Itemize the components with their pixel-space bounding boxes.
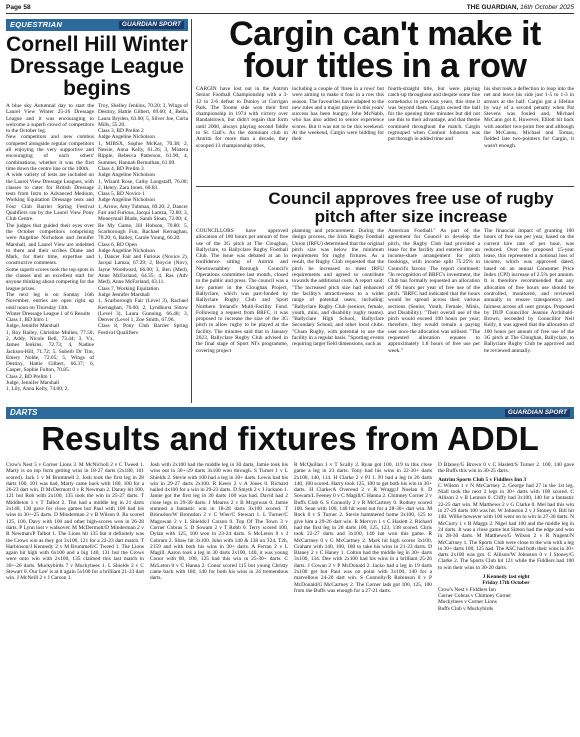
fixtures-title: J Kennedy last eight <box>482 574 530 581</box>
guardian-sport-logo: GUARDIAN SPORT <box>505 409 570 417</box>
council-headline: Council approves free use of rugby pitch after size increase <box>268 189 554 226</box>
guardian-sport-logo: GUARDIAN SPORT <box>119 21 184 29</box>
page-number: Page 58 <box>6 4 31 12</box>
council-column-3: American Football." As part of the agreement for Council to develop the pitch, the Rugby Club had provided a lease for the facility and entered into an income-share arrangement for pitch bookings, with income split 75:25% in Council's favour. The report continued: "In recognition of BRFC's investment, the Club has formally requested an allocation of 90 hours per year of free use of the pitch. "BRFC had indicated that the hours would be spread across their various sections (Senior, Youth, Female, Minis, and Disability). "Their overall use of the pitch would exceed 100 hours per year; therefore, they would remain a paying user once the allocation was utilised. "The requested allocation equates to approximately 1.8 hours of free use per week." <box>388 228 480 354</box>
equestrian-column-1: A blue sky Autumnal day to start the Laurel View Winter 25-26 Dressage League and it was encouraging to welcome a superb crowd of competitors to the October leg. New competitors and new combos competed alongside regular competitors all enjoying the very supportive and encouraging of each others' combinations, whether it was the first time down the centre line or the 100th. A wide variety of tests are included on the Laurel View Dressage Leagues, with classes to cater for British Dressage tests from Intro to Advanced Medium, Working Equitation Dressage tests and Four Club Barrier Spring Festival Qualifiers ran by the Laurel View Pony Club Centre. The judges that guided their eyes over the October competitors comprising were Angeline Nicholson and Jennifer Marshall, and Laurel View are indebted to them and their scribes Diane and Mark, for their time, expertise and constructive comments. Some superb scores took the top spots in the classes and an excellent start for anyone thinking about competing for the league prizes. The next leg is on Sunday 16th November, entries are open right up until noon on Thursday 13th. Winter Dressage League 1 of 6 Results Class 1, BD Intro 1 Judge, Jennifer Marshall 1, Roy Bailey, Christine Mullen, 77.50; 2, Addy, Nicole Bell, 73.44; 3, Vx, James Jenkins, 72.73; 4, Nadine Jackson-Hill, 71.72; 5, Suberb Dr Tim, Emery Noble, 72.05; 5, Wings of Destiny, Hattie Gilbert, 66.37; 6, Casper, Sophie Fulton, 70.85. Class 2, BD Prelim 1 Judge, Jennifer Marshall 1, Lily, Anna Kelly, 74.00; 2, <box>6 103 94 393</box>
equestrian-column-2: Troy, Shelley Jenkins, 70.20; 3, Wings of Destiny, Hattie Gilbert, 69.60; 4, Bella, Laura Bryden, 63.00; 5, Silver Joe, Corla Mills, 55.20. Class 3, BD Prelim 2 Judge Angeline Nicholson 1, MJBSX, Sophie McKay, 70.38; 2, Nessie, Anna Kelly, 61.26; 3, Mistera Ripple, Rebecca Patterson, 61.90; 4, Summer, Hannah Bernuthan, 61.09. Class 4, BD Prelim 3 Judge Angeline Nicholson 1, Wizard Rose, Cathy Longstaff, 76.00; 2, Henry, Zara Jones, 60.83. Class 5, BD Novice 1 Judge Angeline Nicholson 1, Arrow, Amy Tubman, 69.20; 2, Dancer Fair and Furious, Jacqui Lamza, 72.80; 3, Moneymail Blade, Sarah Sloan, 72.00; 4, Be My Game, Jill Hobson, 70.80; 5, Scarborough Fun, Rachael Kernaghan, 70.20; 6, Bailey, Carole Young, 66.20. Class 6, BD Open Judge Angeline Nicholson 1, Dancer Fair and Furious (Novice 2), Jacqui Lamza, 67.29; 2, Boycie (Nov), Jayne Woodward, 66.00; 3, Ben (Med), Anne McFarland, 64.35; 4, Ras (Adv Med), Anne McFarland, 63.11. Class 7, Working Equitation Judge Jennifer Marshall 1, Scarborough Fair (Level 3), Rachael Kernaghan, 76.00; 2, Lyndhurst Sinow (Level 3), Laura Gunning, 66.48; 3, Denver (Level 1, Zoe Smith, 67.96. Class 8, Pony Club Barrier Spring Festival Qualifiers <box>98 103 188 336</box>
section-label: EQUESTRIAN <box>10 19 63 29</box>
section-label: DARTS <box>10 407 38 417</box>
darts-section-bar <box>6 407 574 419</box>
council-column-2: planning and procurement. During the design process, the Irish Rugby Football Union (IRFU) determined that the original pitch size was below the minimum requirement for rugby fixtures. As a result, the Rugby Club requested that the pitch be increased to meet IRFU requirements and agreed to contribute towards the additional costs. A report said: "The increased pitch size had enhanced the facility's attractiveness to a wider range of potential users, including: "Ballyclare Rugby Club (seniors, female, youth, mini, and disability rugby teams). "Ballyclare High School, Ballyclare Secondary School, and other local clubs. "Cluan Rugby, with potential to use the facility in a regular basis. "Sporting events requiring larger field dimensions, such as <box>292 228 384 348</box>
fixture-item: Muckybees v Corner Lions <box>438 599 497 606</box>
cargin-headline: Cargin can't make it four titles in a row <box>229 15 541 85</box>
column-rule <box>191 19 192 403</box>
darts-headline: Results and fixtures from ADDL <box>41 420 539 457</box>
darts-column-1: Crow's Nest 5 v Corner Lions 3. M McNicholl 2 v C Tweed 1. Marty is on top form getting wins in 18-27 darts (2x180, 101 scored). Jack 1 v M Brummell 2. Josh took the first leg in 28 darts 100, 101 was had, Marty came back with 180, 100 for a 26-23 dart win. D McDermott 0 v R Newman 2. Danny hit 100, 121 but Rob with 2x100, 135 took the win in 25-27 darts. T Middleton 1 v T Talbot 2. Tim had a middle leg in 21 darts 2x140, 130 gave for close games but Paul with 100 had his wins in 30+-25 darts. D Minderman 2 v B Wilson 0. Ru scored 125, 100, Davy with 100 and other high-scores won in 26-28 darts. P Lynn lost v walkover. M McDermott/D Minderman 2 v R Newman/P Talbot 1. The Lions hit 135 but it definitely was the Crows win as they got 3x100, 121 for a 22-23 dart match. T Harbinson/J Kennedy 2 v M Brummell/C Tweed 1. The Lions again hit high with 6x100 and a big 140, 131 but the Crows were onto win with 2x100, 135 claimed this last match in 30+-26 darts. Muckybirds 7 v Muckybees 1. L Shields 2 v C Stewart 0. Our Lee' is at it again 5x100 for a brilliant 21-23 dart win. J McNeill 2 v J Carson 1. <box>6 462 144 582</box>
darts-column-4: D Blaney/G Brown 0 v C Haslett/S Turner 2. 100, 140 gave the Buffs this win in 30-25 darts. Antrim Sports Club 5 v Fiddlers Inn 3 C Wilson 1 v N McCartney 2. George had 27 in the 1st leg. Niall took the next 2 legs in 30+ darts with 100 scored. C Allison 2 v B Lennon 0. Cliffy had 3x100, 140 for a fantastic 22-25 dart win. M Matthews 2 v G Clarke 0. Mel had this win in 27-29 darts 100 was hit. W Johnston 2 v J Stoney 0. Bill hit 140. Willie however with 100 went on to win in 27-30 darts. N McCurry 1 v R Maggs 2. Nigel had 100 and the middle leg in 24 darts. It was a close game but Simon had the edge and won in 28-30 darts. M Matthews/G Wilson 2 v R Nugent/N McCartney 1. The Sports Club were close to the win with a leg in 30+ darts 100, 125 had. The ASC had both their wins in 30+ darts 2x100 was got. C Allison/W Johnston 0 v J Stoney/G Clarke 2. The Sports Club hit 121 while the Fiddlers had 100 to win their wins in 30-20 darts. J Kennedy last eight Friday 17th October Crow's Nest v Fiddlers Inn Corner Cobras v Chimney Corner Muckybees v Corner Lions Buffs Club v Muckybirds <box>438 462 574 612</box>
darts-column-3: R McQuillan 1 v T Scally 2. Ryan got 100, 119 in this close game a leg in 23 darts. Tony had his wins in 22-30+ darts 2x100, 140, 114. H Clarke 2 v PJ 1. PJ had a leg in 26 darts 140, 100 scored. Harry took 125, 100 to get both his win in 30+ darts. H Clarke/A Overend 2 v R Wragg/J Noelan 0. D Sowam/L Feeney 0 v C Magill/C Hanna 2. Chimney Corner 2 v Buffs Club 6. S Connolly 2 v R McCartney 0. Rodney scored 100. Sean with 100, 140 hit went out for a 28-30+ dart win. M Rock 0 v S Turner 2. Stevie hammered home 3x100, 125 to give him a 29-26 dart win. R Mervyn 1 v C Haslett 2. Richard had the first leg in 28 darts 100, 125, 123, 138 scored. Chris took 22-27 darts and 3x100, 140 hat won this game. R McCartney 0 v G McCartney 2. Mark hit high scores 3x100, Graham with 140, 100, 180 to take his wins in 21-23 darts. D Blaney 2 v C Haney 1. Colton had the middle leg in 30+ darts 3x100, 134. Dee with 2x100 had his wins in a brilliant 25-26 darts. J Cowan 2 v P McDonald 2. Jacko had a leg in 19 darts 2x100 get but Paul was on point with 3x100, 140 for a marvellous 24-20 dart win. S Connolly/R Robinson 0 v P McDonald/G McCartney 2. The Corner lads got 100, 125, 100 from the Buffs was enough for a 27-21 darts. <box>294 462 432 594</box>
cargin-column-4: his shot took a deflection to loop into the net and leave his side just 1-5 to 1-3 in arrears at the half. Cargin got a lifeline by way of a second penalty when Pat Stevens was fouled and, Michael McCann got it. However, Elliott hit back with another two-point free and although the McCanns, Michael and Tomas, fielded late two-pointers for Cargin, it wasn't enough. <box>484 86 574 149</box>
cargin-column-1: CARGIN have lost out in the Antrim Senior Football Championship with a 3-12 to 2-6 defeat to Dunloy at Corrigan Park. The Toome side won their first championship in 1974 with victory over Randalstown, but didn't regain that form until 2000, always playing second fiddle to St. Gall's. As the dominant club in Antrim for more than a decade, they scooped 13 championship titles, <box>196 86 288 149</box>
fixture-item: Crow's Nest v Fiddlers Inn <box>438 586 496 593</box>
page-folio <box>6 4 574 14</box>
fixtures-box <box>438 574 574 612</box>
darts-match-heading: Antrim Sports Club 5 v Fiddlers Inn 3 <box>438 476 527 483</box>
council-column-1: COUNCILLORS have approved allocation of 100 hours per annum of free use of the 3G pitch at The Cloughan, Ballyclare, to Ballyclare Rugby Football Club. The issue was debated at an in confidence sitting of Antrim and Newtownabbey Borough Council's Operations committee last month, closed to the public and press. The council was a key partner in the Cloughan Project, Ballyclare, which was part-funded by Ballyclare Rugby Club and Sport Northern Ireland's Multi-Facility Fund. Following a request from BRFC, it was proposed to increase the size of the 3G pitch to allow rugby to be played at the facility. The minutes said that in January 2023, Ballyclare Rugby Club advised in the final stage of Sport NI's programme, covering project <box>196 228 288 354</box>
cargin-column-3: fourth-straight title, but were playing catch-up throughout and despite some fine comebacks in previous years, this time it was beyond them. Cargin owned the ball for the opening three minutes but did not use this to their advantage, and that theme continued throughout the match. Cargin regrouped when Conhuir Johnston was put through in added time and <box>388 86 480 143</box>
council-column-4: The financial impact of granting 100 hours of free use per year, based on the current hire rate of per hour, was reduced. Over the proposed 15-year lease, this represented a notional loss of income, which was approved dated, based on an annual Consumer Price Index (CPI) increase of 2.5% per annum. It is therefore recommended that any allocation of free hours use should be controlled, monitored, and reviewed annually to ensure transparency and fairness across all user groups. Proposed by DUP Councillor Jeannie Archibald-Brown, seconded by Councillor Neil Kelly, it was agreed that the allocation of 100 hours per annum of free use of the 3G pitch at The Cloughan, Ballyclare, to Ballyclare Rugby Club be approved and be reviewed annually. <box>484 228 574 354</box>
darts-column-2: Josh with 2x100 had the middle leg in 30 darts, Jamie took his wins out in 30+-29 darts 3x100 won through. S Turner 1 v L Shields 2. Stevie with 100 had a leg in 30+ darts. Lewis had his win in 29-27 darts 2x100. R Keers 2 v A Jones 0. Richard nailed 4x100 for a win in 29-23 darts. D Smyth 2 v J Jackson 1. Jamie got the first leg in 30 darts 100 was had. David had 2 close legs in 29-30 darts. J Mearns 2 v B Mcgowan 0. Jamie stunned a fantastic win in 18-28 darts 3x100 scored. T Bronsdon/W Bronsdon 2 v C Wier/C Stewart 1. L Turner/C Magowan 2 v L Shields/J Carson 0. Top Of The Town 3 v Corner Cobras 5. D Sowam 2 v T Robb 0. Terry scored 100, Dylan with 125, 100 won in 23-24 darts. S McLeton 0 v J Cobram 2. Shaw hit 3x100. John with 140 & 138 on T24, T2h, 2159 and with both his wins in 30+ darts. A Ferran 2 v L Magill. Aaron took a leg in 30 darts 2x100, 140, it was young Conor with 80, 100, 125 had this win in 25-30+ darts. C McLeton 0 v C Hanna 2. Conor scored 115 but young Christy came back with 180, 140 for both his wins in 24 tremendous darts. <box>150 462 288 582</box>
folio-masthead: THE GUARDIAN, 16th October 2025 <box>466 4 574 12</box>
equestrian-headline: Cornell Hill Winter Dressage League begins <box>6 33 188 100</box>
equestrian-section-bar <box>6 19 188 31</box>
fixtures-date: Friday 17th October <box>482 580 530 587</box>
section-rule <box>196 186 574 187</box>
cargin-column-2: including a couple of 'three in a rows' but were aiming to make it four in a row this season. The favourites have adapted to the new rules and a major player in this years' success has been hungry, John McNabb, who has also added to senior experience scores. But it was not to be this weekend. At the weekend, Cargin were bidding for their <box>292 86 384 143</box>
fixture-item: Corner Cobras v Chimney Corner <box>438 592 512 599</box>
fixture-item: Buffs Club v Muckybirds <box>438 605 494 612</box>
